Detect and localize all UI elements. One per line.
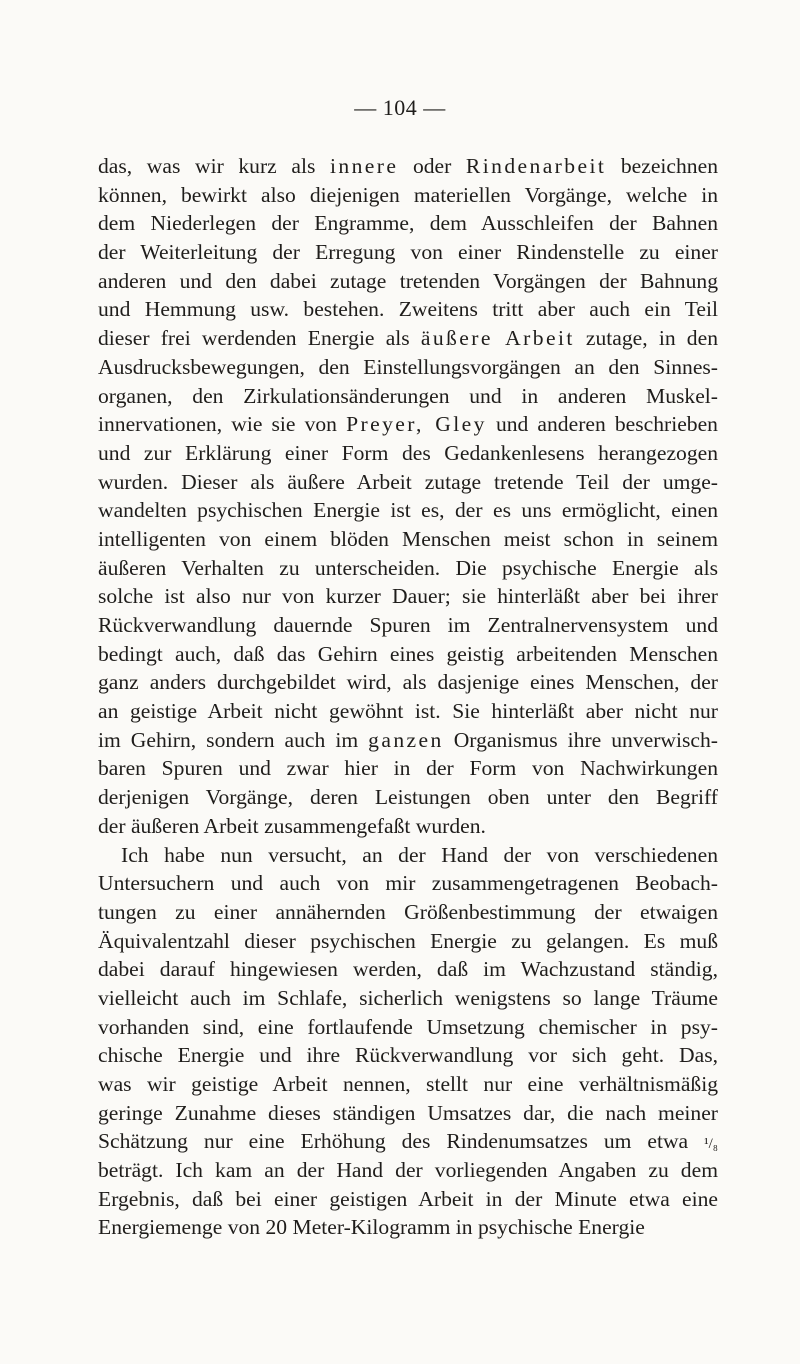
text-line	[98, 697, 718, 726]
text-segment: und Hemmung usw. bestehen. Zweitens tritt aber auch ein Teil	[98, 297, 718, 322]
body-text	[98, 152, 718, 1242]
text-segment: dieser frei werdenden Energie als	[98, 326, 421, 351]
text-line	[98, 554, 718, 583]
text-segment: was wir geistige Arbeit nennen, stellt nur eine verhältnismäßig	[98, 1072, 718, 1096]
text-line	[98, 611, 718, 640]
text-line	[98, 181, 718, 210]
text-line	[98, 1185, 718, 1214]
text-segment: Ich habe nun versucht, an der Hand der von verschiedenen	[121, 842, 718, 867]
text-line	[98, 783, 718, 812]
text-segment: dabei darauf hingewiesen werden, daß im Wachzustand ständig,	[98, 957, 718, 982]
text-line	[98, 152, 718, 181]
text-line	[98, 812, 718, 841]
text-line	[98, 927, 718, 956]
text-segment: bezeichnen	[606, 154, 718, 178]
text-segment: organen, den Zirkulationsänderungen und in anderen Muskel-	[98, 383, 718, 408]
text-segment: vielleicht auch im Schlafe, sicherlich wenigstens so lange Träume	[98, 985, 718, 1010]
text-line	[98, 1041, 718, 1070]
text-line	[98, 869, 718, 898]
text-segment: bedingt auch, daß das Gehirn eines geistig arbeitenden Menschen	[98, 641, 718, 666]
paragraph-2	[98, 841, 718, 1243]
text-line	[98, 209, 718, 238]
text-segment: Äquivalentzahl dieser psychischen Energie zu gelangen. Es muß	[98, 928, 718, 953]
text-segment: beträgt. Ich kam an der Hand der vorliegenden Angaben zu dem	[98, 1158, 718, 1183]
spaced-emphasis: ganzen	[368, 727, 444, 752]
text-segment: an geistige Arbeit nicht gewöhnt ist. Sie hinterläßt aber nicht nur	[98, 699, 718, 724]
text-line	[98, 353, 718, 382]
text-line	[98, 1099, 718, 1128]
text-line	[98, 439, 718, 468]
text-line	[98, 496, 718, 525]
text-line	[98, 640, 718, 669]
text-segment: intelligenten von einem blöden Menschen meist schon in seinem	[98, 526, 718, 551]
text-segment: Untersuchern und auch von mir zusammengetragenen Beobach-	[98, 871, 718, 896]
text-segment: Rückverwandlung dauernde Spuren im Zentralnervensystem und	[98, 613, 718, 637]
text-segment: äußeren Verhalten zu unterscheiden. Die psychische Energie als	[98, 555, 718, 580]
text-segment: baren Spuren und zwar hier in der Form von Nachwirkungen	[98, 756, 718, 781]
text-line	[98, 324, 718, 353]
text-segment: zutage, in den	[574, 326, 718, 351]
text-segment: im Gehirn, sondern auch im	[98, 727, 369, 752]
text-segment: wandelten psychischen Energie ist es, der es uns ermöglicht, einen	[98, 498, 718, 523]
text-line	[98, 898, 718, 927]
text-segment: können, bewirkt also diejenigen materiellen Vorgänge, welche in	[98, 182, 718, 207]
text-line	[98, 841, 718, 870]
text-segment: oder	[398, 154, 466, 178]
text-line	[98, 295, 718, 324]
text-line	[98, 955, 718, 984]
text-line	[98, 668, 718, 697]
text-segment: geringe Zunahme dieses ständigen Umsatzes dar, die nach meiner	[98, 1100, 718, 1125]
spaced-emphasis: Rindenarbeit	[465, 154, 607, 178]
text-segment: derjenigen Vorgänge, deren Leistungen oben unter den Begriff	[98, 785, 718, 810]
text-line	[98, 726, 718, 755]
text-segment: ganz anders durchgebildet wird, als dasjenige eines Menschen, der	[98, 670, 718, 695]
text-segment: solche ist also nur von kurzer Dauer; sie hinterläßt aber bei ihrer	[98, 584, 718, 609]
text-line	[98, 1013, 718, 1042]
text-segment: Ausdrucksbewegungen, den Einstellungsvorgängen an den Sinnes-	[98, 354, 718, 379]
text-segment: und zur Erklärung einer Form des Gedankenlesens herangezogen	[98, 440, 718, 465]
text-line	[98, 582, 718, 611]
text-segment: tungen zu einer annähernden Größenbestimmung der etwaigen	[98, 899, 718, 924]
text-line	[98, 410, 718, 439]
text-line	[98, 267, 718, 296]
text-segment: der Weiterleitung der Erregung von einer Rindenstelle zu einer	[98, 240, 718, 265]
text-segment: Organismus ihre unverwisch-	[443, 727, 718, 752]
text-segment: chische Energie und ihre Rückverwandlung vor sich geht. Das,	[98, 1043, 718, 1068]
text-line	[98, 1070, 718, 1099]
text-segment: und anderen beschrieben	[486, 412, 718, 437]
spaced-emphasis: innere	[329, 154, 399, 178]
page-number: — 104 —	[354, 95, 446, 120]
text-line	[98, 1127, 718, 1156]
text-line	[98, 525, 718, 554]
text-segment: das, was wir kurz als	[98, 154, 330, 178]
spaced-emphasis: Preyer, Gley	[346, 412, 487, 437]
text-segment: anderen und den dabei zutage tretenden Vorgängen der Bahnung	[98, 268, 718, 293]
text-segment: innervationen, wie sie von	[98, 412, 347, 437]
paragraph-1	[98, 152, 718, 841]
text-segment: Ergebnis, daß bei einer geistigen Arbeit in der Minute etwa eine	[98, 1186, 718, 1211]
fraction: ¹/₈	[704, 1136, 718, 1153]
text-segment: Schätzung nur eine Erhöhung des Rindenumsatzes um etwa	[98, 1129, 705, 1154]
text-line	[98, 238, 718, 267]
text-line	[98, 984, 718, 1013]
text-segment: der äußeren Arbeit zusammengefaßt wurden.	[98, 813, 486, 838]
text-line	[98, 1213, 718, 1242]
text-line	[98, 754, 718, 783]
text-segment: wurden. Dieser als äußere Arbeit zutage tretende Teil der umge-	[98, 469, 718, 494]
text-segment: vorhanden sind, eine fortlaufende Umsetzung chemischer in psy-	[98, 1014, 718, 1039]
text-line	[98, 1156, 718, 1185]
spaced-emphasis: äußere Arbeit	[420, 326, 575, 351]
text-line	[98, 468, 718, 497]
text-segment: dem Niederlegen der Engramme, dem Ausschleifen der Bahnen	[98, 211, 718, 236]
text-line	[98, 382, 718, 411]
text-segment: Energiemenge von 20 Meter-Kilogramm in psychische Energie	[98, 1215, 645, 1240]
